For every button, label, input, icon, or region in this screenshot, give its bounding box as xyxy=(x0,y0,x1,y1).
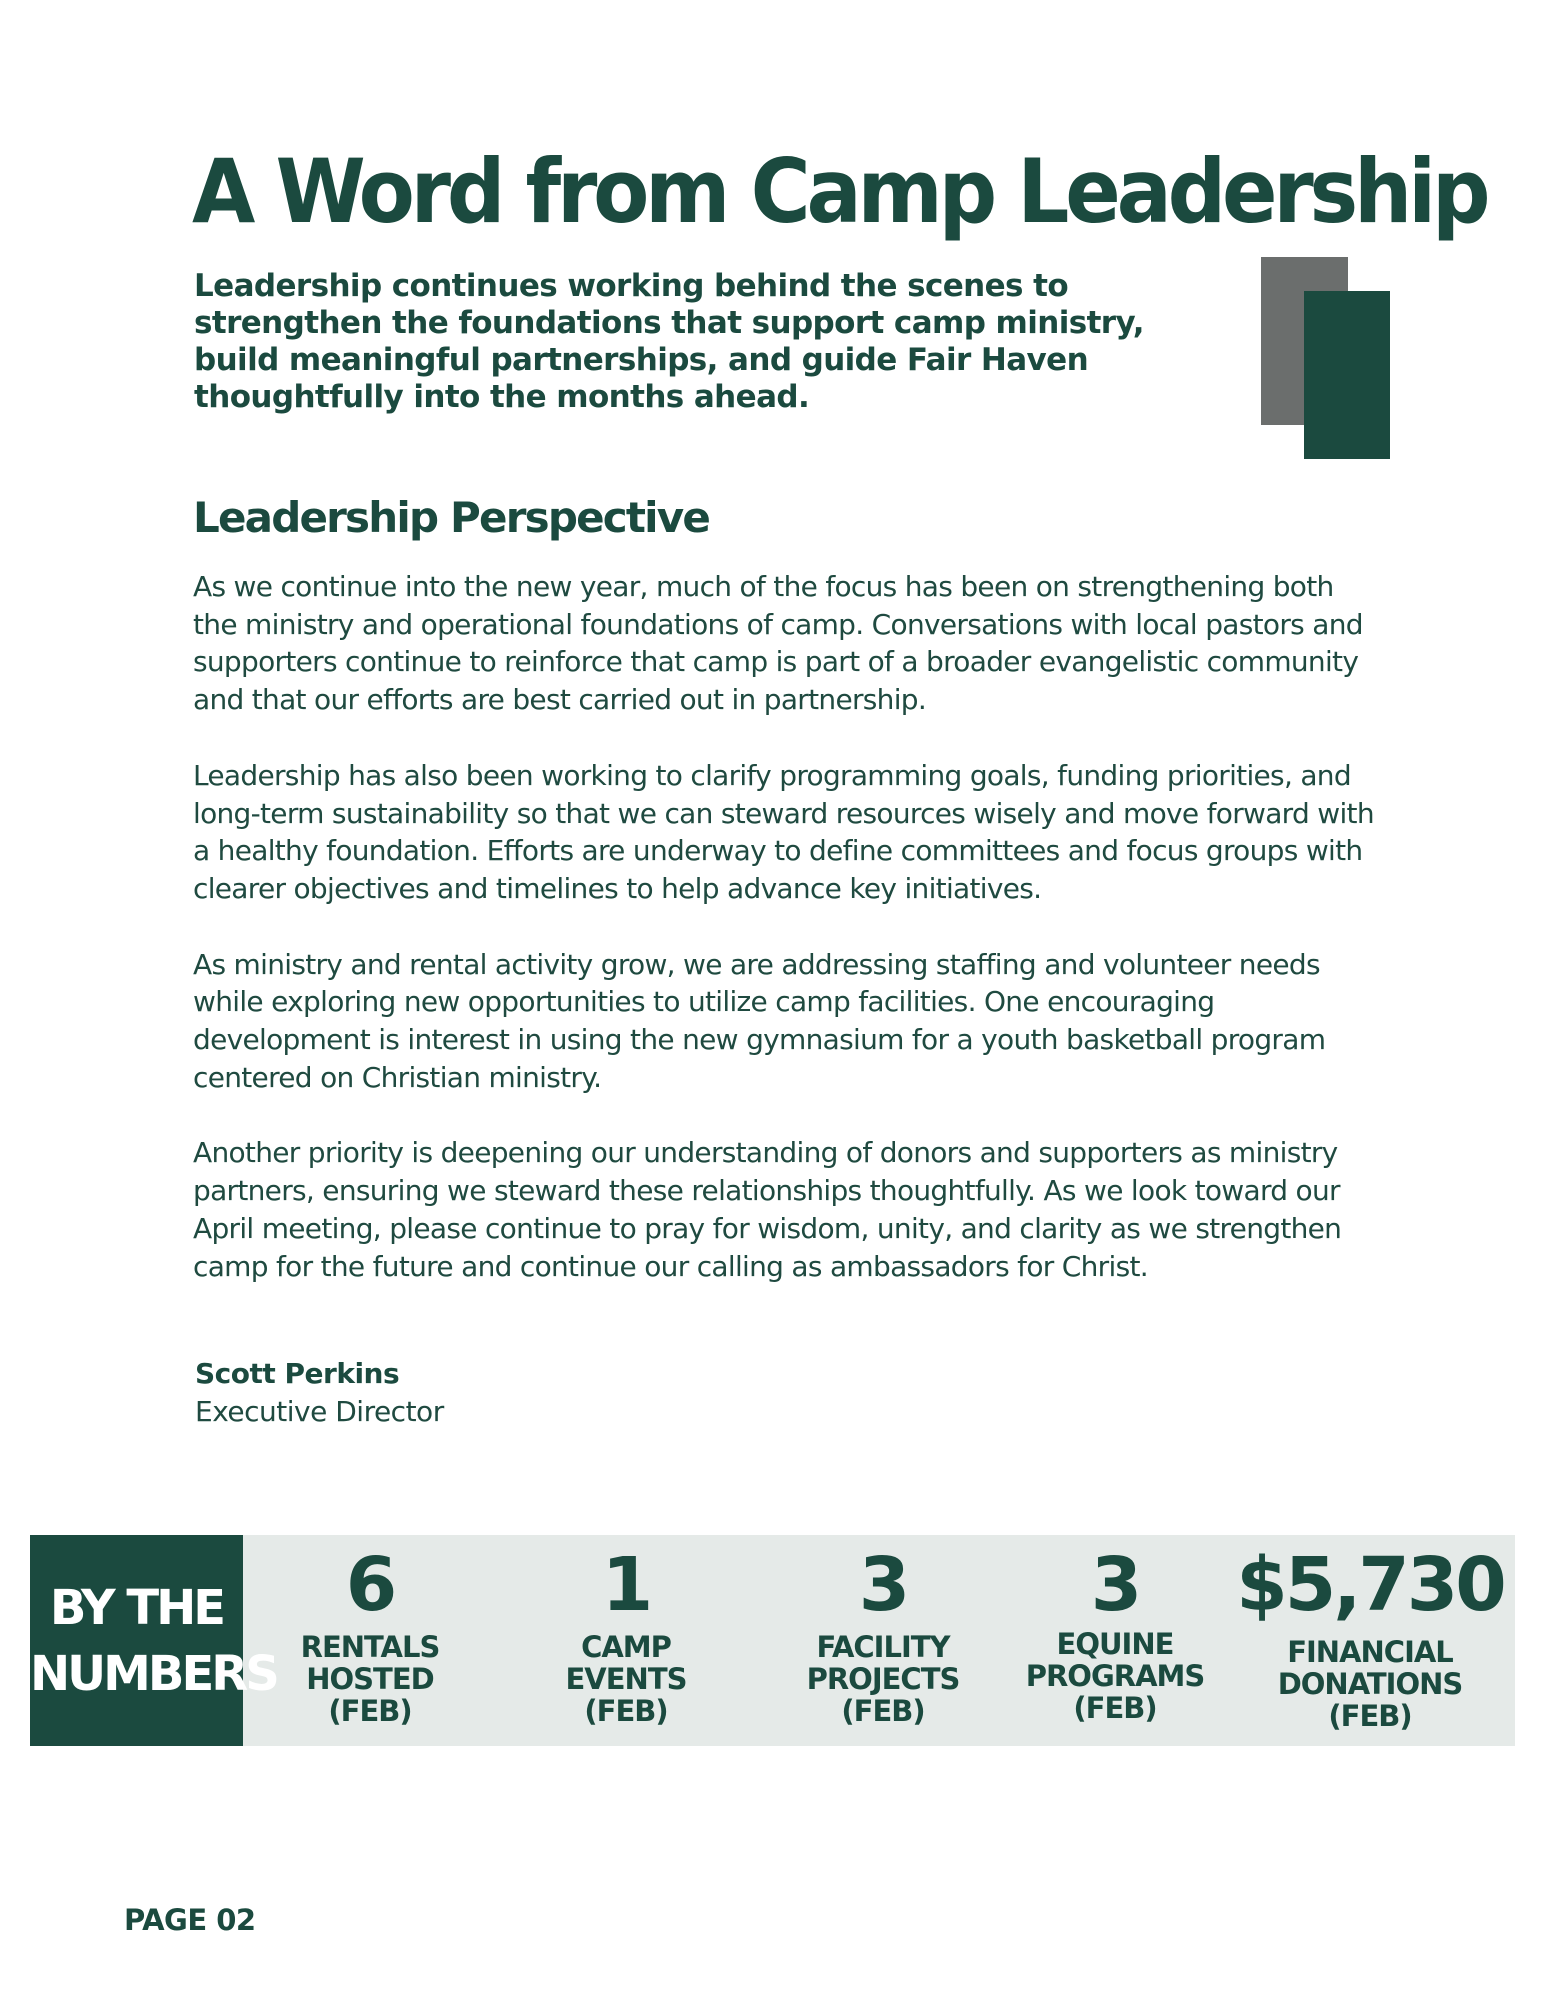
stat-caption: CAMP EVENTS (FEB) xyxy=(565,1630,687,1728)
stat-camp-events xyxy=(506,1535,746,1746)
stat-caption: EQUINE PROGRAMS (FEB) xyxy=(1025,1627,1205,1725)
stat-facility-projects xyxy=(763,1535,1003,1746)
paragraph-3: As ministry and rental activity grow, we are addressing staffing and volunteer needs while exploring new opportunities to utilize camp facilities. One encouraging development is interest in using the new gymnasium for a youth basketball program centered on Christian ministry. xyxy=(193,947,1326,1094)
label-line-2: NUMBERS xyxy=(30,1645,277,1702)
decorative-green-block xyxy=(1304,291,1390,459)
page-title: A Word from Camp Leadership xyxy=(192,140,1487,243)
stat-rentals-hosted xyxy=(250,1535,490,1746)
section-heading: Leadership Perspective xyxy=(193,493,709,542)
stat-equine-programs xyxy=(995,1535,1235,1746)
stat-value: 3 xyxy=(858,1542,908,1628)
article-body xyxy=(193,568,1383,1323)
signature-name: Scott Perkins xyxy=(195,1357,400,1390)
paragraph-1: As we continue into the new year, much of the focus has been on strengthening both the ministry and operational foundations of camp. Conversations with local pastors and supporters continue to reinforce that camp is part of a broader evangelistic community and that our efforts are best carried out in partnership. xyxy=(193,570,1363,717)
signature-block xyxy=(195,1355,444,1431)
stat-caption: FINANCIAL DONATIONS (FEB) xyxy=(1277,1635,1463,1733)
stat-value: $5,730 xyxy=(1236,1542,1504,1628)
label-line-1: BY THE xyxy=(49,1579,224,1636)
stat-caption: FACILITY PROJECTS (FEB) xyxy=(806,1630,960,1728)
signature-role: Executive Director xyxy=(195,1395,444,1428)
paragraph-2: Leadership has also been working to clarify programming goals, funding priorities, and long-term sustainability so that we can steward resources wisely and move forward with a healthy foundation. Efforts are underway to define committees and focus groups with clearer objectives and timelines to help advance key initiatives. xyxy=(193,758,1374,905)
stat-value: 6 xyxy=(345,1542,395,1628)
by-the-numbers-band xyxy=(30,1535,1515,1746)
stat-financial-donations xyxy=(1235,1535,1505,1746)
by-the-numbers-label xyxy=(30,1535,277,1746)
intro-summary: Leadership continues working behind the scenes to strengthen the foundations that support camp ministry, build meaningful partnerships, and guide Fair Haven thoughtfully into the months ahead. xyxy=(194,268,1144,415)
stat-caption: RENTALS HOSTED (FEB) xyxy=(300,1630,440,1728)
page-number: PAGE 02 xyxy=(124,1903,256,1937)
stat-value: 3 xyxy=(1090,1542,1140,1628)
stat-value: 1 xyxy=(601,1542,651,1628)
paragraph-4: Another priority is deepening our understanding of donors and supporters as ministry partners, ensuring we steward these relationships thoughtfully. As we look toward our April meeting, please continue to pray for wisdom, unity, and clarity as we strengthen camp for the future and continue our calling as ambassadors for Christ. xyxy=(193,1136,1342,1283)
